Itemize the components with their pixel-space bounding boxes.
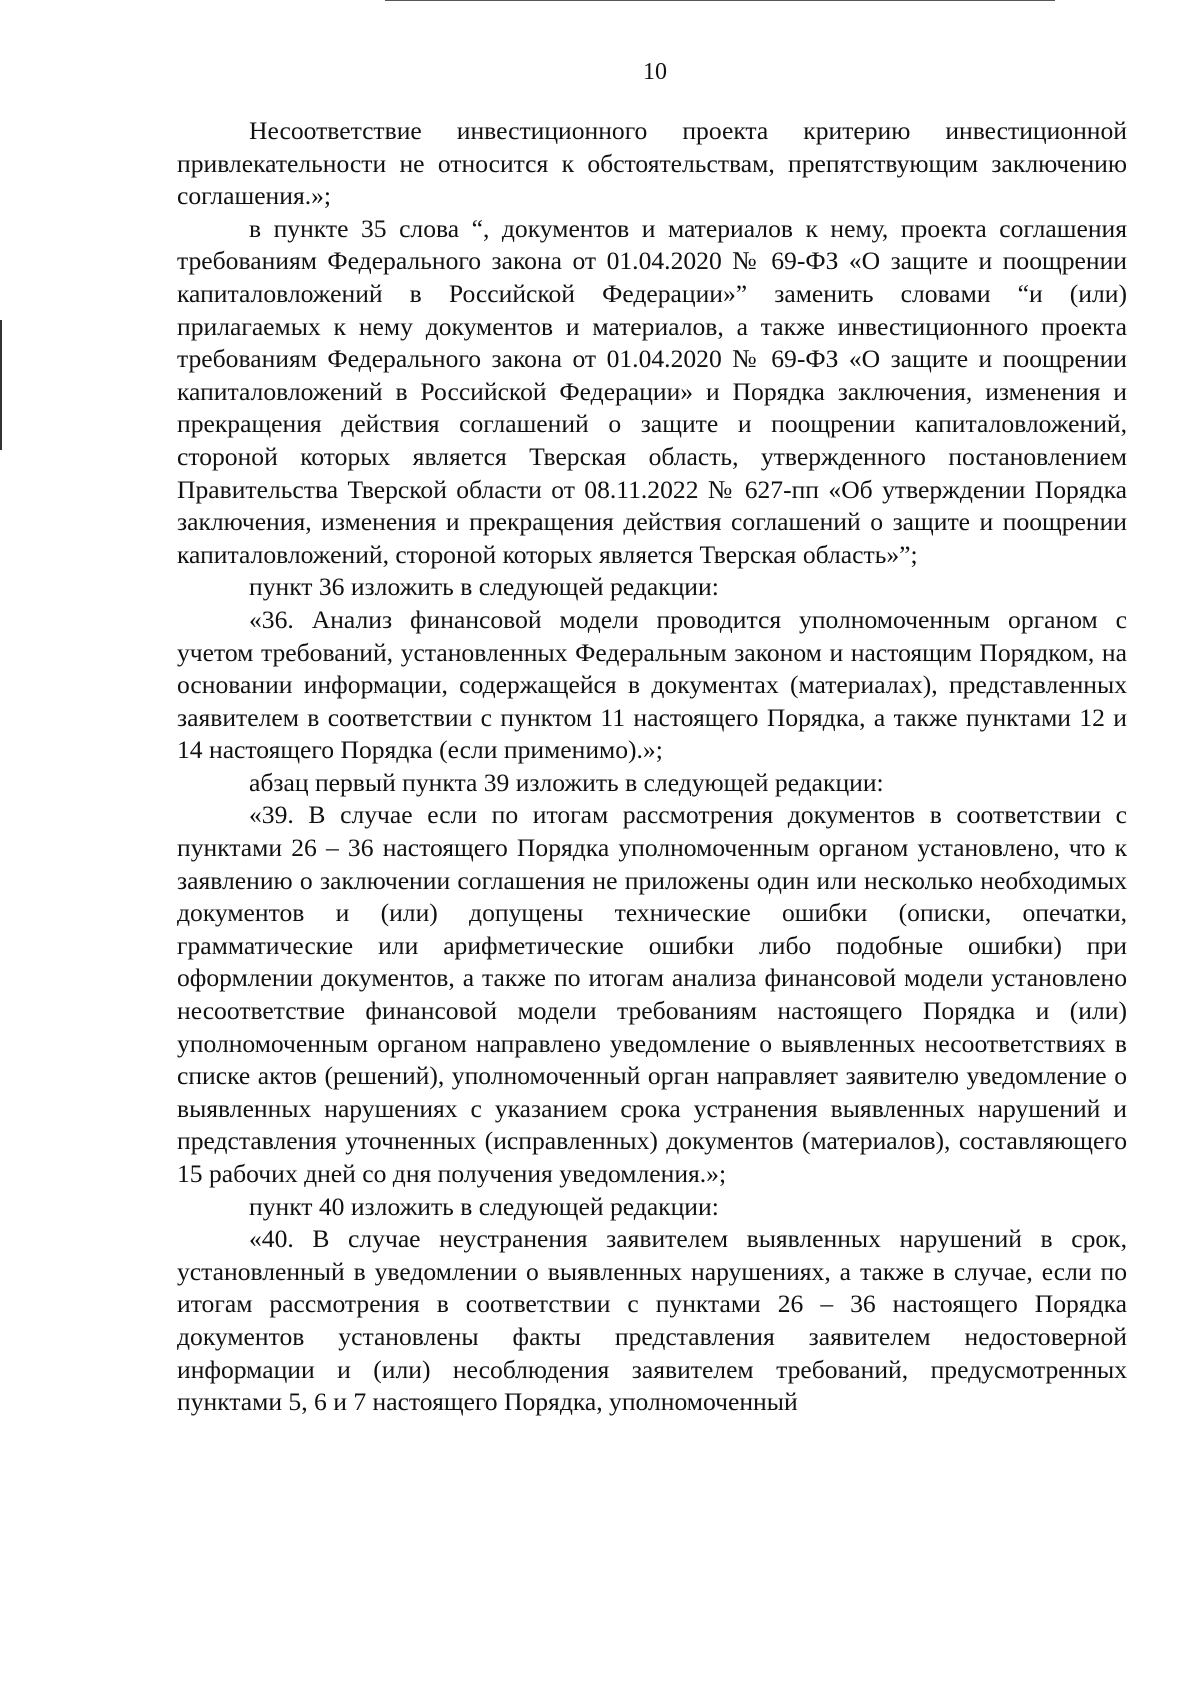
- top-border-line: [385, 0, 1055, 1]
- paragraph-nonconformity-note: Несоответствие инвестиционного проекта критерию инвестиционной привлекательности не относится к обстоятельствам, препятствующим заключению соглашения.»;: [177, 116, 1127, 211]
- paragraph-item-36-intro: пункт 36 изложить в следующей редакции:: [249, 572, 719, 602]
- paragraph-item-39-text: «39. В случае если по итогам рассмотрения документов в соответствии с пунктами 26 – 36 настоящего Порядка уполномоченным органом установлено, что к заявлению о заключении соглашения не приложены один или несколько необходимых документов и (или) допущены технические ошибки (описки, опечатки, грамматические или арифметические ошибки либо подобные ошибки) при оформлении документов, а также по итогам анализа финансовой модели установлено несоответствие финансовой модели требованиям настоящего Порядка и (или) уполномоченным органом направлено уведомление о выявленных несоответствиях в списке актов (решений), уполномоченный орган направляет заявителю уведомление о выявленных нарушениях с указанием срока устранения выявленных нарушений и представления уточненных (исправленных) документов (материалов), составляющего 15 рабочих дней со дня получения уведомления.»;: [177, 800, 1127, 1188]
- paragraph-item-35-amendment: в пункте 35 слова “, документов и материалов к нему, проекта соглашения требованиям Федерального закона от 01.04.2020 № 69-ФЗ «О защите и поощрении капиталовложений в Российской Федерации»” заменить словами “и (или) прилагаемых к нему документов и материалов, а также инвестиционного проекта требованиям Федерального закона от 01.04.2020 № 69-ФЗ «О защите и поощрении капиталовложений в Российской Федерации» и Порядка заключения, изменения и прекращения действия соглашений о защите и поощрении капиталовложений, стороной которых является Тверская область, утвержденного постановлением Правительства Тверской области от 08.11.2022 № 627-пп «Об утверждении Порядка заключения, изменения и прекращения действия соглашений о защите и поощрении капиталовложений, стороной которых является Тверская область»”;: [177, 213, 1127, 569]
- document-body: [177, 115, 1127, 1419]
- paragraph-item-40-text: «40. В случае неустранения заявителем выявленных нарушений в срок, установленный в уведомлении о выявленных нарушениях, а также в случае, если по итогам рассмотрения в соответствии с пунктами 26 – 36 настоящего Порядка документов установлены факты представления заявителем недостоверной информации и (или) несоблюдения заявителем требований, предусмотренных пунктами 5, 6 и 7 настоящего Порядка, уполномоченный: [177, 1224, 1127, 1417]
- paragraph-item-40-intro: пункт 40 изложить в следующей редакции:: [249, 1191, 719, 1221]
- page-number: 10: [643, 59, 667, 85]
- scan-edge-mark: [0, 320, 2, 450]
- paragraph-item-39-intro: абзац первый пункта 39 изложить в следующей редакции:: [249, 767, 884, 797]
- paragraph-item-36-text: «36. Анализ финансовой модели проводится уполномоченным органом с учетом требований, установленных Федеральным законом и настоящим Порядком, на основании информации, содержащейся в документах (материалах), представленных заявителем в соответствии с пунктом 11 настоящего Порядка, а также пунктами 12 и 14 настоящего Порядка (если применимо).»;: [177, 604, 1127, 765]
